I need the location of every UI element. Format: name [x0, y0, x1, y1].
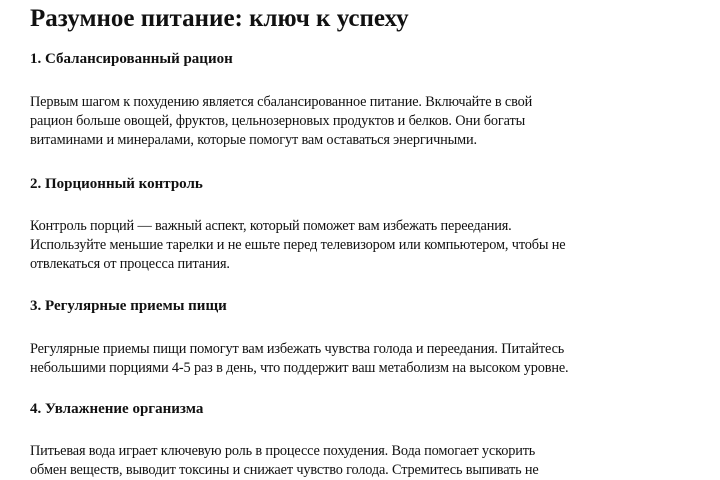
section-heading-2: 2. Порционный контроль [30, 176, 203, 192]
section-heading-4: 4. Увлажнение организма [30, 401, 204, 417]
section-paragraph-2 [30, 217, 710, 274]
paragraph-line: рацион больше овощей, фруктов, цельнозерновых продуктов и белков. Они богаты [30, 113, 526, 129]
section-heading-1: 1. Сбалансированный рацион [30, 51, 233, 67]
section-paragraph-1 [30, 93, 710, 150]
paragraph-line: небольшими порциями 4-5 раз в день, что поддержит ваш метаболизм на высоком уровне. [30, 360, 569, 376]
paragraph-line: Контроль порций — важный аспект, который поможет вам избежать переедания. [30, 218, 512, 234]
section-paragraph-4 [30, 442, 710, 480]
paragraph-line: отвлекаться от процесса питания. [30, 256, 230, 272]
paragraph-line: Регулярные приемы пищи помогут вам избежать чувства голода и переедания. Питайтесь [30, 341, 565, 357]
paragraph-line: обмен веществ, выводит токсины и снижает чувство голода. Стремитесь выпивать не [30, 462, 539, 478]
paragraph-line: Питьевая вода играет ключевую роль в процессе похудения. Вода помогает ускорить [30, 443, 536, 459]
section-heading-3: 3. Регулярные приемы пищи [30, 298, 227, 314]
paragraph-line: витаминами и минералами, которые помогут вам оставаться энергичными. [30, 132, 477, 148]
paragraph-line: Первым шагом к похудению является сбалансированное питание. Включайте в свой [30, 94, 533, 110]
document-title: Разумное питание: ключ к успеху [30, 5, 409, 32]
paragraph-line: Используйте меньшие тарелки и не ешьте перед телевизором или компьютером, чтобы не [30, 237, 566, 253]
section-paragraph-3 [30, 340, 710, 378]
